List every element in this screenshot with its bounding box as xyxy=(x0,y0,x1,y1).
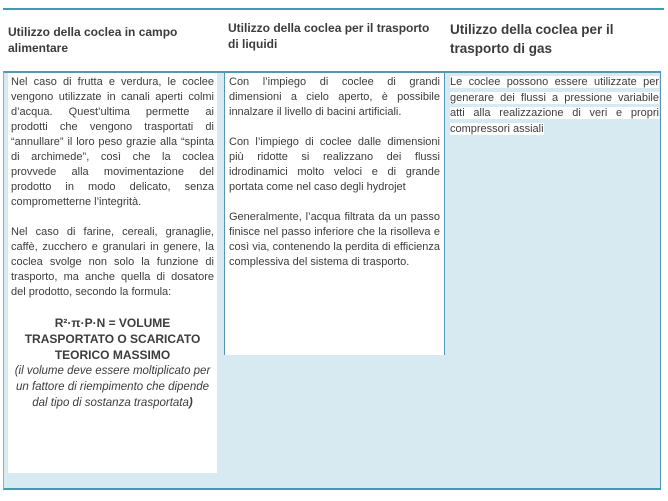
content-band xyxy=(3,71,661,490)
formula-note-close: ) xyxy=(188,397,193,409)
column-1-header: Utilizzo della coclea in campo alimentare xyxy=(8,25,178,55)
paragraph: Generalmente, l’acqua filtrata da un passo finisce nel passo inferiore che la risolleva e così via, contenendo la perdita di efficienza complessiva del sistema di trasporto. xyxy=(229,211,440,268)
column-1-textbox xyxy=(8,73,217,473)
formula-line: TEORICO MASSIMO xyxy=(54,348,171,362)
column-2-header: Utilizzo della coclea per il trasporto di liquidi xyxy=(228,21,430,51)
column-2-textbox xyxy=(224,73,445,355)
paragraph: Nel caso di frutta e verdura, le coclee vengono utilizzate in canali aperti colmi d’acqua. Quest’ultima permette ai prodotti che vengono trasportati di “annullare” il loro peso grazie alla “spinta di archimede”, così che la coclea provvede alla movimentazione del prodotto in modo delicato, senza comprometterne l’integrità. xyxy=(11,76,214,208)
paragraph: Con l’impiego di coclee dalle dimensioni più ridotte si realizzano dei flussi idrodinamici molto veloci e di grande portata come nel caso degli hydrojet xyxy=(229,136,440,193)
column-3-paragraph xyxy=(450,75,659,137)
formula-line: R²·π·P·N = VOLUME xyxy=(54,316,171,330)
paragraph: Con l’impiego di coclee di grandi dimensioni a cielo aperto, è possibile innalzare il livello di bacini artificiali. xyxy=(229,76,440,118)
highlighted-text: Le coclee possono essere utilizzate per generare dei flussi a pressione variabile atti alla realizzazione di veri e propri compressori assiali xyxy=(450,76,659,135)
column-3-header: Utilizzo della coclea per il trasporto di gas xyxy=(450,22,614,56)
formula-note: (il volume deve essere moltiplicato per un fattore di riempimento che dipende dal tipo di sostanza trasportata) xyxy=(14,365,211,409)
formula xyxy=(11,315,214,363)
formula-line: TRASPORTATO O SCARICATO xyxy=(24,332,201,346)
paragraph: Nel caso di farine, cereali, granaglie, caffè, zucchero e granulari in genere, la coclea svolge non solo la funzione di trasporto, ma anche quella di dosatore del prodotto, secondo la formula: xyxy=(11,226,214,298)
top-rule xyxy=(3,8,664,10)
